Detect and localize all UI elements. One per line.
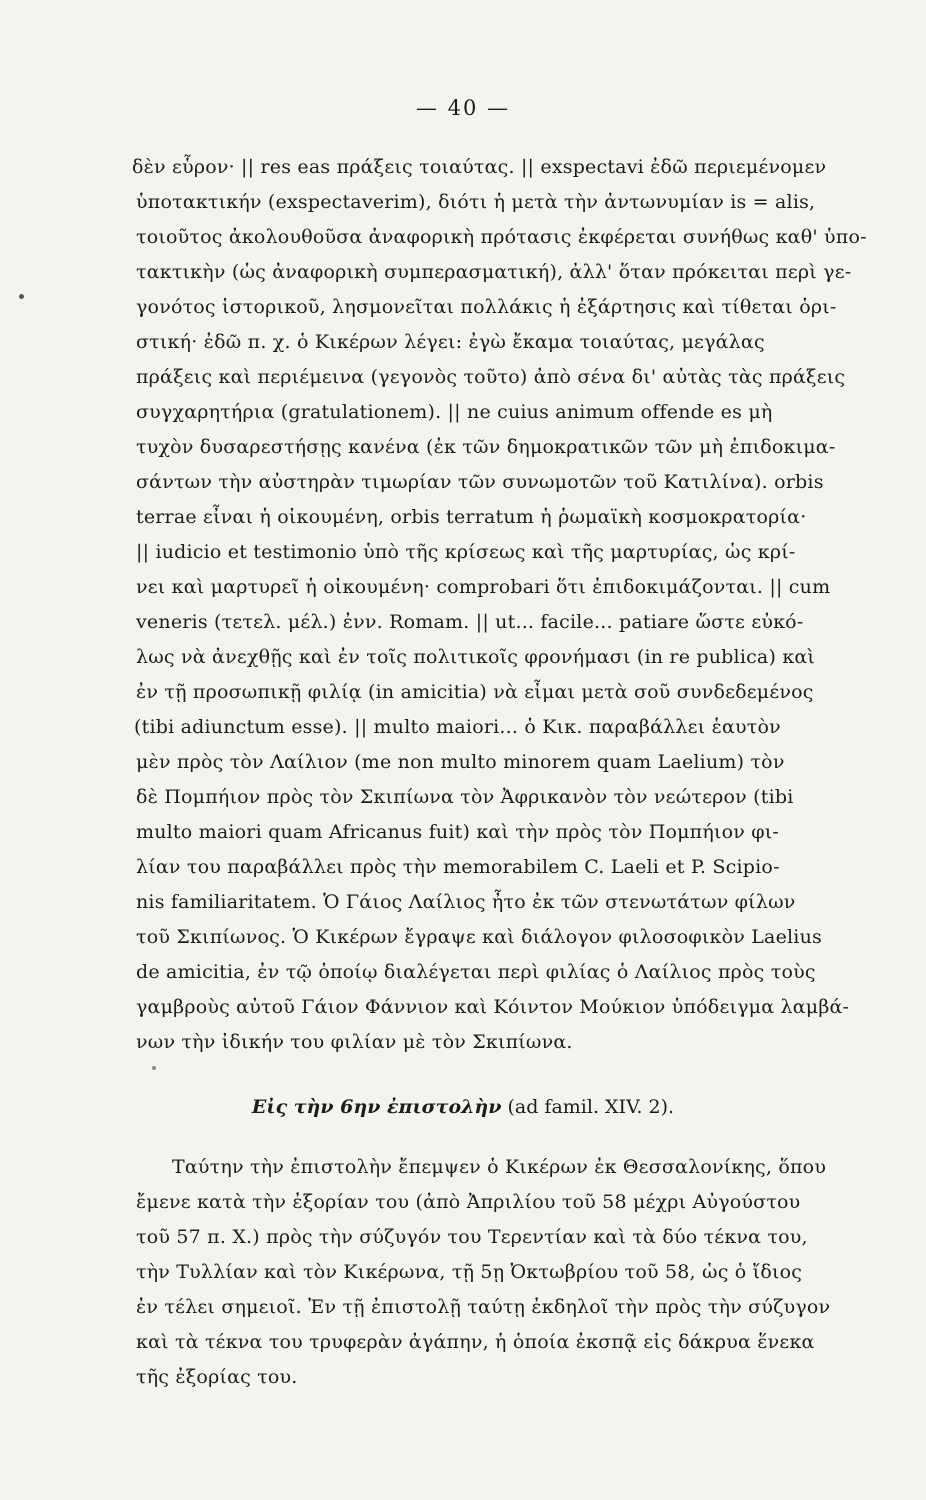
text-line: πράξεις καὶ περιέμεινα (γεγονὸς τοῦτο) ἀπὸ σένα δι' αὐτὰς τὰς πράξεις bbox=[136, 366, 846, 388]
text-line: νει καὶ μαρτυρεῖ ἡ οἰκουμένη· comprobari ὅτι ἐπιδοκιμάζονται. || cum bbox=[136, 576, 831, 598]
section-heading-latin: (ad famil. XIV. 2). bbox=[507, 1096, 675, 1118]
text-line: (tibi adiunctum esse). || multo maiori... ὁ Κικ. παραβάλλει ἑαυτὸν bbox=[134, 716, 781, 738]
text-line: γονότος ἱστορικοῦ, λησμονεῖται πολλάκις ἡ ἐξάρτησις καὶ τίθεται ὁρι- bbox=[136, 296, 837, 318]
ink-dot bbox=[152, 1066, 156, 1070]
text-line: τοιοῦτος ἀκολουθοῦσα ἀναφορικὴ πρότασις ἐκφέρεται συνήθως καθ' ὑπο- bbox=[136, 226, 867, 248]
text-line: ἔμενε κατὰ τὴν ἐξορίαν του (ἀπὸ Ἀπριλίου τοῦ 58 μέχρι Αὐγούστου bbox=[136, 1191, 801, 1213]
text-line: multo maiori quam Africanus fuit) καὶ τὴν πρὸς τὸν Πομπήιον φι- bbox=[136, 821, 780, 843]
text-line: nis familiaritatem. Ὁ Γάιος Λαίλιος ἦτο ἐκ τῶν στενωτάτων φίλων bbox=[136, 891, 796, 913]
section-heading bbox=[0, 1092, 926, 1122]
section-heading-greek: Εἰς τὴν 6ην ἐπιστολὴν bbox=[251, 1096, 502, 1118]
text-line: τοῦ Σκιπίωνος. Ὁ Κικέρων ἔγραψε καὶ διάλογον φιλοσοφικὸν Laelius bbox=[136, 926, 822, 948]
text-line: Ταύτην τὴν ἐπιστολὴν ἔπεμψεν ὁ Κικέρων ἐκ Θεσσαλονίκης, ὅπου bbox=[172, 1156, 827, 1178]
page-number: — 40 — bbox=[415, 96, 511, 120]
margin-mark bbox=[19, 294, 24, 299]
text-line: τακτικὴν (ὡς ἀναφορικὴ συμπερασματική), ἀλλ' ὅταν πρόκειται περὶ γε- bbox=[136, 261, 852, 283]
text-line: τῆς ἐξορίας του. bbox=[136, 1366, 298, 1388]
text-line: ὑποτακτικήν (exspectaverim), διότι ἡ μετὰ τὴν ἀντωνυμίαν is = alis, bbox=[136, 191, 816, 213]
text-line: || iudicio et testimonio ὑπὸ τῆς κρίσεως καὶ τῆς μαρτυρίας, ὡς κρί- bbox=[136, 541, 796, 563]
text-line: λίαν του παραβάλλει πρὸς τὴν memorabilem C. Laeli et P. Scipio- bbox=[136, 856, 780, 878]
text-line: στική· ἐδῶ π. χ. ὁ Κικέρων λέγει: ἐγὼ ἔκαμα τοιαύτας, μεγάλας bbox=[136, 331, 765, 353]
text-line: τοῦ 57 π. Χ.) πρὸς τὴν σύζυγόν του Τερεντίαν καὶ τὰ δύο τέκνα του, bbox=[136, 1226, 808, 1248]
text-line: τυχὸν δυσαρεστήσῃς κανένα (ἐκ τῶν δημοκρατικῶν τῶν μὴ ἐπιδοκιμα- bbox=[136, 436, 836, 458]
text-line: καὶ τὰ τέκνα του τρυφερὰν ἀγάπην, ἡ ὁποία ἐκσπᾷ εἰς δάκρυα ἕνεκα bbox=[136, 1331, 815, 1353]
text-line: γαμβροὺς αὐτοῦ Γάιον Φάννιον καὶ Κόιντον Μούκιον ὑπόδειγμα λαμβά- bbox=[136, 996, 850, 1018]
text-line: συγχαρητήρια (gratulationem). || ne cuius animum offende es μὴ bbox=[136, 401, 773, 423]
text-line: λως νὰ ἀνεχθῇς καὶ ἐν τοῖς πολιτικοῖς φρονήμασι (in re publica) καὶ bbox=[136, 646, 816, 668]
text-line: τὴν Τυλλίαν καὶ τὸν Κικέρωνα, τῇ 5ῃ Ὀκτωβρίου τοῦ 58, ὡς ὁ ἴδιος bbox=[136, 1261, 803, 1283]
text-line: veneris (τετελ. μέλ.) ἐνν. Romam. || ut... facile... patiare ὥστε εὐκό- bbox=[136, 611, 804, 633]
text-line: νων τὴν ἰδικήν του φιλίαν μὲ τὸν Σκιπίωνα. bbox=[136, 1031, 573, 1053]
text-line: δὲν εὗρον· || res eas πράξεις τοιαύτας. || exspectavi ἐδῶ περιεμένομεν bbox=[132, 156, 827, 178]
text-line: δὲ Πομπήιον πρὸς τὸν Σκιπίωνα τὸν Ἀφρικανὸν τὸν νεώτερον (tibi bbox=[136, 786, 794, 808]
text-line: ἐν τῇ προσωπικῇ φιλίᾳ (in amicitia) νὰ εἶμαι μετὰ σοῦ συνδεδεμένος bbox=[136, 681, 814, 703]
text-line: μὲν πρὸς τὸν Λαίλιον (me non multo minorem quam Laelium) τὸν bbox=[136, 751, 785, 773]
text-line: ἐν τέλει σημειοῖ. Ἐν τῇ ἐπιστολῇ ταύτῃ ἐκδηλοῖ τὴν πρὸς τὴν σύζυγον bbox=[136, 1296, 831, 1318]
text-line: de amicitia, ἐν τῷ ὁποίῳ διαλέγεται περὶ φιλίας ὁ Λαίλιος πρὸς τοὺς bbox=[136, 961, 816, 983]
text-line: σάντων τὴν αὐστηρὰν τιμωρίαν τῶν συνωμοτῶν τοῦ Κατιλίνα). orbis bbox=[136, 471, 824, 493]
text-line: terrae εἶναι ἡ οἰκουμένη, orbis terratum ἡ ῥωμαϊκὴ κοσμοκρατορία· bbox=[136, 506, 807, 528]
